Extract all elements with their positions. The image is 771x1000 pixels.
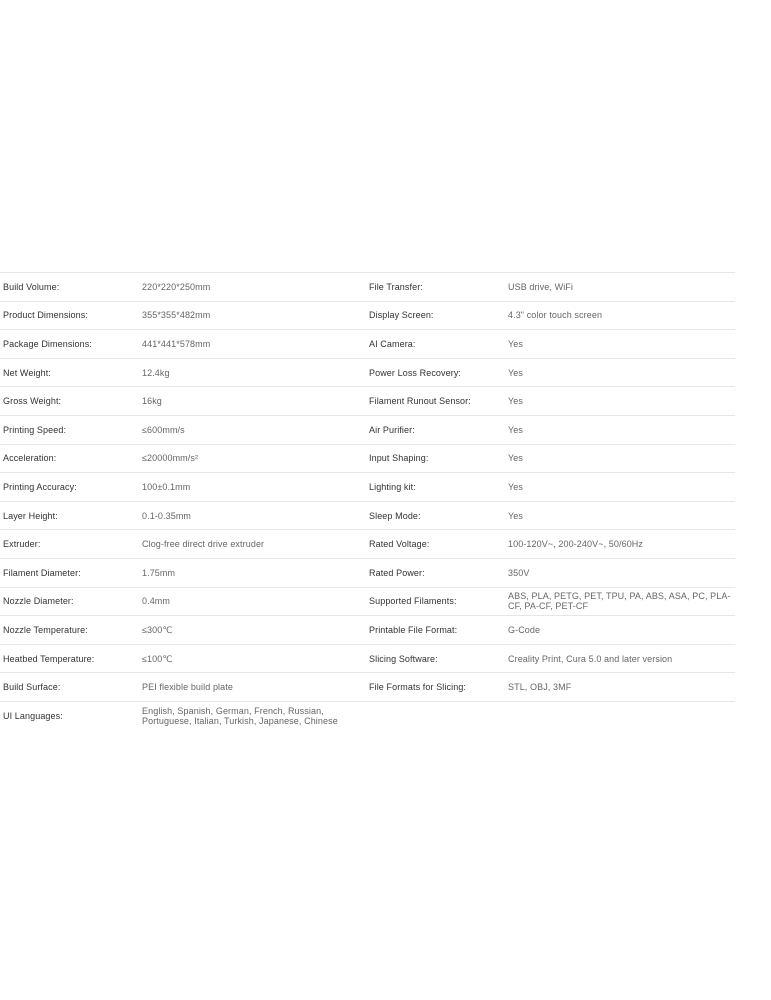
- spec-label: Build Volume:: [3, 281, 60, 292]
- spec-table: [0, 272, 735, 730]
- spec-label: Slicing Software:: [369, 653, 438, 664]
- spec-label: Package Dimensions:: [3, 338, 92, 349]
- spec-row-extruder: [0, 529, 735, 558]
- spec-value: ABS, PLA, PETG, PET, TPU, PA, ABS, ASA, PC, PLA-CF, PA-CF, PET-CF: [508, 591, 731, 612]
- spec-label: Display Screen:: [369, 310, 434, 321]
- spec-value: STL, OBJ, 3MF: [508, 682, 572, 693]
- spec-row-build-surface: [0, 672, 735, 701]
- spec-value: Yes: [508, 396, 523, 407]
- spec-row-filament-diameter: [0, 558, 735, 587]
- spec-value: ≤100℃: [142, 653, 173, 664]
- spec-value: Yes: [508, 367, 523, 378]
- spec-label: UI Languages:: [3, 710, 63, 721]
- spec-value: 100-120V~, 200-240V~, 50/60Hz: [508, 539, 643, 550]
- spec-label: Nozzle Diameter:: [3, 596, 74, 607]
- spec-value: Yes: [508, 453, 523, 464]
- spec-value: Yes: [508, 481, 523, 492]
- spec-value: 4.3" color touch screen: [508, 310, 603, 321]
- spec-row-nozzle-diameter: [0, 587, 735, 616]
- spec-label: Printable File Format:: [369, 624, 458, 635]
- spec-label: Input Shaping:: [369, 453, 429, 464]
- spec-value: 0.4mm: [142, 596, 171, 607]
- spec-label: Product Dimensions:: [3, 310, 88, 321]
- spec-row-acceleration: [0, 444, 735, 473]
- spec-label: Rated Voltage:: [369, 539, 430, 550]
- spec-label: Printing Accuracy:: [3, 481, 77, 492]
- spec-value: 1.75mm: [142, 567, 176, 578]
- spec-value: Yes: [508, 424, 523, 435]
- spec-label: Heatbed Temperature:: [3, 653, 95, 664]
- spec-value: 350V: [508, 567, 530, 578]
- spec-value: Creality Print, Cura 5.0 and later version: [508, 653, 673, 664]
- spec-row-gross-weight: [0, 386, 735, 415]
- spec-value: ≤20000mm/s²: [142, 453, 199, 464]
- spec-value: 12.4kg: [142, 367, 170, 378]
- spec-label: [369, 702, 504, 730]
- spec-value: 355*355*482mm: [142, 310, 211, 321]
- spec-label: Acceleration:: [3, 453, 57, 464]
- spec-row-nozzle-temperature: [0, 615, 735, 644]
- spec-label: Sleep Mode:: [369, 510, 421, 521]
- spec-value: ≤600mm/s: [142, 424, 185, 435]
- spec-label: Net Weight:: [3, 367, 51, 378]
- spec-value: [508, 702, 735, 730]
- spec-label: Power Loss Recovery:: [369, 367, 462, 378]
- spec-value: 100±0.1mm: [142, 481, 191, 492]
- spec-label: AI Camera:: [369, 338, 416, 349]
- spec-row-build-volume: [0, 272, 735, 301]
- spec-label: Rated Power:: [369, 567, 425, 578]
- spec-label: Filament Runout Sensor:: [369, 396, 471, 407]
- spec-label: Filament Diameter:: [3, 567, 81, 578]
- spec-label: Layer Height:: [3, 510, 58, 521]
- spec-label: Lighting kit:: [369, 481, 416, 492]
- spec-label: Build Surface:: [3, 682, 61, 693]
- spec-label: Air Purifier:: [369, 424, 415, 435]
- spec-value: Yes: [508, 338, 523, 349]
- spec-value: 220*220*250mm: [142, 281, 211, 292]
- spec-value: USB drive, WiFi: [508, 281, 574, 292]
- spec-value: G-Code: [508, 624, 541, 635]
- spec-row-printing-speed: [0, 415, 735, 444]
- spec-value: 0.1-0.35mm: [142, 510, 192, 521]
- spec-label: Supported Filaments:: [369, 596, 457, 607]
- spec-row-ui-languages: [0, 701, 735, 730]
- spec-value: English, Spanish, German, French, Russian, Portuguese, Italian, Turkish, Japanese, Chinese: [142, 705, 338, 726]
- spec-value: Yes: [508, 510, 523, 521]
- spec-row-package-dimensions: [0, 329, 735, 358]
- spec-label: Printing Speed:: [3, 424, 67, 435]
- spec-row-net-weight: [0, 358, 735, 387]
- spec-row-printing-accuracy: [0, 472, 735, 501]
- spec-value: ≤300℃: [142, 624, 173, 635]
- spec-label: Gross Weight:: [3, 396, 62, 407]
- spec-row-heatbed-temperature: [0, 644, 735, 673]
- spec-value: 441*441*578mm: [142, 338, 211, 349]
- spec-value: 16kg: [142, 396, 162, 407]
- spec-label: File Formats for Slicing:: [369, 682, 467, 693]
- spec-value: PEI flexible build plate: [142, 682, 233, 693]
- spec-value: Clog-free direct drive extruder: [142, 539, 265, 550]
- spec-row-product-dimensions: [0, 301, 735, 330]
- spec-label: File Transfer:: [369, 281, 423, 292]
- spec-row-layer-height: [0, 501, 735, 530]
- spec-label: Extruder:: [3, 539, 41, 550]
- spec-label: Nozzle Temperature:: [3, 624, 88, 635]
